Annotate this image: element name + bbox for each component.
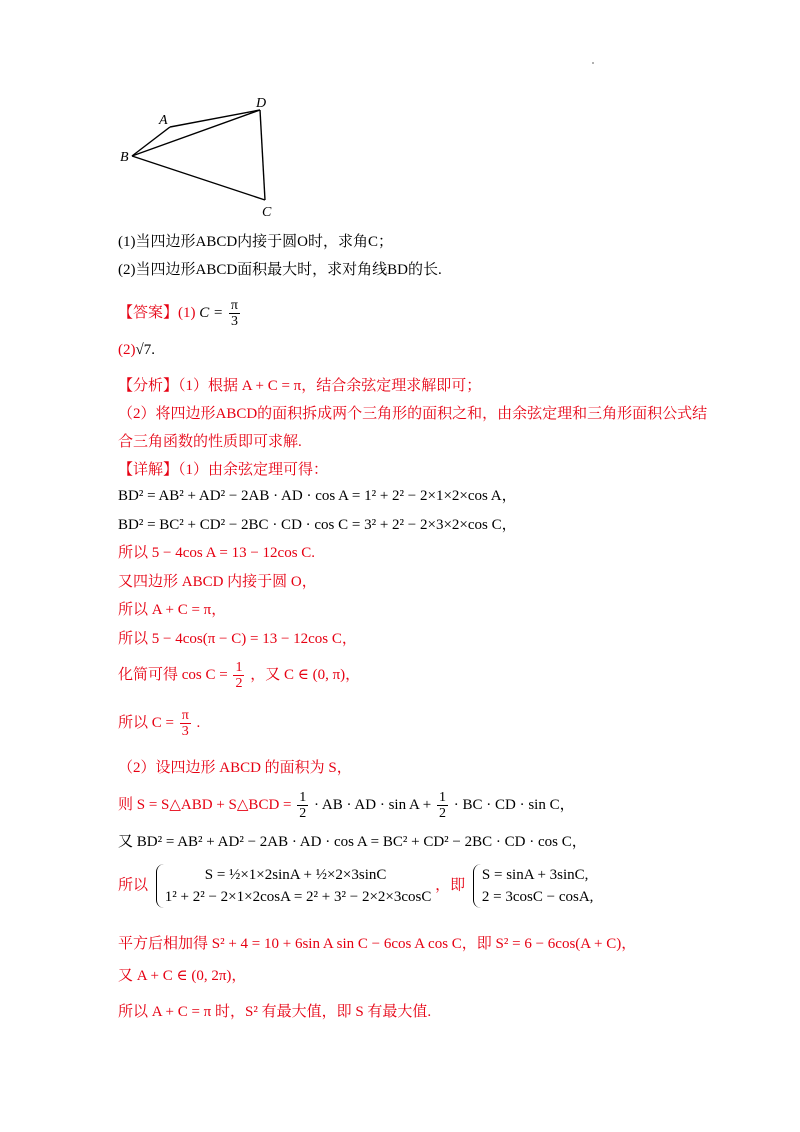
system-2-row-1: S = sinA + 3sinC, bbox=[481, 867, 589, 883]
answer-p1-prefix: (1) bbox=[178, 304, 196, 321]
system-1-row-2: 1² + 2² − 2×1×2cosA = 2² + 3² − 2×2×3cosC bbox=[164, 889, 432, 905]
detail-square-line: 平方后相加得 S² + 4 = 10 + 6sin A sin C − 6cos A cos C，即 S² = 6 − 6cos(A + C)， bbox=[118, 936, 637, 952]
detail-eq-7-fraction bbox=[233, 660, 244, 691]
answer-line-2 bbox=[118, 340, 155, 360]
answer-p1-fraction bbox=[229, 298, 240, 329]
detail-eq-8-prefix: 所以 C = bbox=[118, 714, 174, 731]
answer-p2-tail: . bbox=[151, 342, 155, 358]
page-dot bbox=[592, 62, 594, 64]
answer-label: 【答案】 bbox=[118, 304, 179, 321]
detail-p2-line-1: （2）设四边形 ABCD 的面积为 S， bbox=[118, 760, 352, 776]
detail-range-line: 又 A + C ∈ (0, 2π)， bbox=[118, 968, 247, 984]
answer-p1-lhs: C = bbox=[199, 304, 224, 321]
detail-p2-area bbox=[118, 790, 575, 821]
label-a: A bbox=[159, 113, 168, 128]
detail-eq-7-den: 2 bbox=[235, 676, 243, 691]
answer-p1-den: 3 bbox=[230, 314, 238, 329]
answer-line-1 bbox=[118, 298, 242, 329]
analysis-line-3: 合三角函数的性质即可求解. bbox=[118, 434, 302, 450]
detail-eq-2: BD² = BC² + CD² − 2BC · CD · cos C = 3² + 2² − 2×3×2×cos C， bbox=[118, 517, 517, 533]
detail-eq-7-prefix: 化简可得 cos C = bbox=[118, 666, 228, 683]
edge-bd bbox=[132, 110, 260, 156]
detail-p2-bd: 又 BD² = AB² + AD² − 2AB · AD · cos A = BC² + CD² − 2BC · CD · cos C， bbox=[118, 834, 587, 850]
detail-eq-4: 又四边形 ABCD 内接于圆 O， bbox=[118, 574, 317, 590]
detail-p2-half-2-num: 1 bbox=[438, 790, 446, 805]
detail-eq-3: 所以 5 − 4cos A = 13 − 12cos C. bbox=[118, 545, 316, 561]
system-prefix: 所以 bbox=[118, 877, 149, 894]
detail-eq-6: 所以 5 − 4cos(π − C) = 13 − 12cos C， bbox=[118, 631, 357, 647]
detail-p2-s-prefix: 则 S = S△ABD + S△BCD = bbox=[118, 796, 292, 813]
system-2 bbox=[473, 864, 594, 908]
detail-eq-8-tail: . bbox=[196, 714, 201, 731]
label-d: D bbox=[256, 96, 267, 111]
detail-eq-7-tail: ，又 C ∈ (0, π)， bbox=[250, 666, 361, 683]
label-b: B bbox=[120, 150, 129, 165]
edge-dc bbox=[260, 110, 265, 200]
edge-bc bbox=[132, 156, 265, 200]
question-1: (1)当四边形ABCD内接于圆O时，求角C； bbox=[118, 234, 394, 250]
detail-eq-8 bbox=[118, 708, 200, 739]
detail-p2-half-2-den: 2 bbox=[438, 806, 446, 821]
detail-line-1: 【详解】（1）由余弦定理可得： bbox=[118, 462, 329, 478]
detail-eq-8-num: π bbox=[181, 708, 189, 723]
detail-p2-half-2 bbox=[437, 790, 448, 821]
system-1-row-1: S = ½×1×2sinA + ½×2×3sinC bbox=[204, 867, 387, 883]
detail-eq-8-den: 3 bbox=[181, 724, 189, 739]
detail-eq-1: BD² = AB² + AD² − 2AB · AD · cos A = 1² + 2² − 2×1×2×cos A， bbox=[118, 488, 517, 504]
detail-p2-half-1 bbox=[297, 790, 308, 821]
detail-p2-half-1-den: 2 bbox=[299, 806, 307, 821]
detail-p2-s-tail: · BC · CD · sin C， bbox=[453, 796, 575, 813]
analysis-line-2: （2）将四边形ABCD的面积拆成两个三角形的面积之和，由余弦定理和三角形面积公式结 bbox=[118, 406, 708, 422]
system-2-row-2: 2 = 3cosC − cosA, bbox=[481, 889, 594, 905]
detail-p2-system bbox=[118, 864, 593, 908]
answer-p2-value: √7 bbox=[135, 342, 152, 358]
detail-eq-7-num: 1 bbox=[235, 660, 243, 675]
system-1 bbox=[156, 864, 432, 908]
detail-p2-s-mid: · AB · AD · sin A + bbox=[314, 796, 432, 813]
label-c: C bbox=[262, 205, 272, 220]
detail-p2-half-1-num: 1 bbox=[299, 790, 307, 805]
answer-p2-prefix: (2) bbox=[118, 342, 136, 358]
answer-p1-num: π bbox=[230, 298, 238, 313]
analysis-line-1: 【分析】（1）根据 A + C = π，结合余弦定理求解即可； bbox=[118, 378, 482, 394]
edge-ba bbox=[132, 127, 170, 156]
edge-ad bbox=[170, 110, 260, 127]
question-2: (2)当四边形ABCD面积最大时，求对角线BD的长. bbox=[118, 262, 442, 278]
detail-eq-7 bbox=[118, 660, 360, 691]
quadrilateral-figure bbox=[110, 92, 300, 222]
detail-eq-8-fraction bbox=[180, 708, 191, 739]
system-mid: ，即 bbox=[435, 877, 466, 894]
detail-eq-5: 所以 A + C = π， bbox=[118, 602, 227, 618]
detail-final-line: 所以 A + C = π 时，S² 有最大值，即 S 有最大值. bbox=[118, 1004, 432, 1020]
